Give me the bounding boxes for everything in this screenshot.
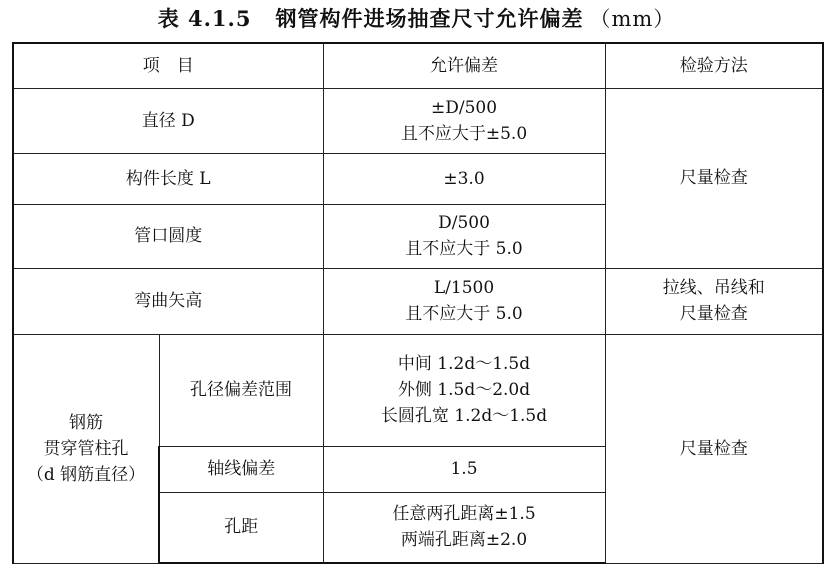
- tolerance-line: D/500: [438, 213, 490, 233]
- method-hole: 尺量检查: [605, 334, 823, 563]
- table-caption: 钢管构件进场抽查尺寸允许偏差: [275, 6, 584, 31]
- tolerance-line: 中间 1.2d～1.5d: [397, 354, 531, 374]
- item-spacing: 孔距: [159, 492, 323, 563]
- table-unit: （mm）: [589, 7, 676, 31]
- tolerance-line: 任意两孔距离±1.5: [392, 504, 536, 525]
- tolerance-line: 外侧 1.5d～2.0d: [397, 380, 531, 400]
- method-bend: [605, 268, 823, 334]
- tolerance-line: 且不应大于±5.0: [400, 123, 528, 144]
- item-length: 构件长度 L: [13, 153, 323, 204]
- method-line: 拉线、吊线和: [662, 278, 765, 298]
- item-axis: 轴线偏差: [159, 446, 323, 492]
- item-hole-group: [13, 334, 159, 563]
- tolerance-line: 且不应大于 5.0: [405, 304, 523, 324]
- header-tolerance: 允许偏差: [323, 43, 605, 88]
- table-title: [0, 6, 833, 32]
- item-diameter: 直径 D: [13, 88, 323, 153]
- tolerance-line: L/1500: [433, 278, 495, 298]
- table-row: [13, 88, 823, 153]
- tolerance-line: ±D/500: [430, 97, 498, 118]
- tolerance-line: 且不应大于 5.0: [405, 239, 523, 259]
- tolerance-axis: 1.5: [323, 446, 605, 492]
- tolerance-roundness: [323, 204, 605, 268]
- table-number: 表 4.1.5: [157, 6, 252, 31]
- tolerance-line: 两端孔距离±2.0: [400, 530, 528, 551]
- header-method: 检验方法: [605, 43, 823, 88]
- header-row: [13, 43, 823, 88]
- table-row: [13, 268, 823, 334]
- group-line: 钢筋: [69, 412, 103, 433]
- group-line: 贯穿管柱孔: [43, 438, 129, 459]
- tolerance-length: ±3.0: [323, 153, 605, 204]
- tolerance-table: [12, 42, 824, 564]
- tolerance-spacing: [323, 492, 605, 563]
- header-item: 项 目: [13, 43, 323, 88]
- table-row: [13, 334, 823, 446]
- group-line: （d 钢筋直径）: [26, 464, 146, 485]
- tolerance-diameter: [323, 88, 605, 153]
- item-roundness: 管口圆度: [13, 204, 323, 268]
- method-line: 尺量检查: [679, 304, 748, 324]
- tolerance-bend: [323, 268, 605, 334]
- method-measure: 尺量检查: [605, 88, 823, 268]
- tolerance-aperture: [323, 334, 605, 446]
- item-bend: 弯曲矢高: [13, 268, 323, 334]
- item-aperture: 孔径偏差范围: [159, 334, 323, 446]
- tolerance-line: 长圆孔宽 1.2d～1.5d: [380, 406, 548, 426]
